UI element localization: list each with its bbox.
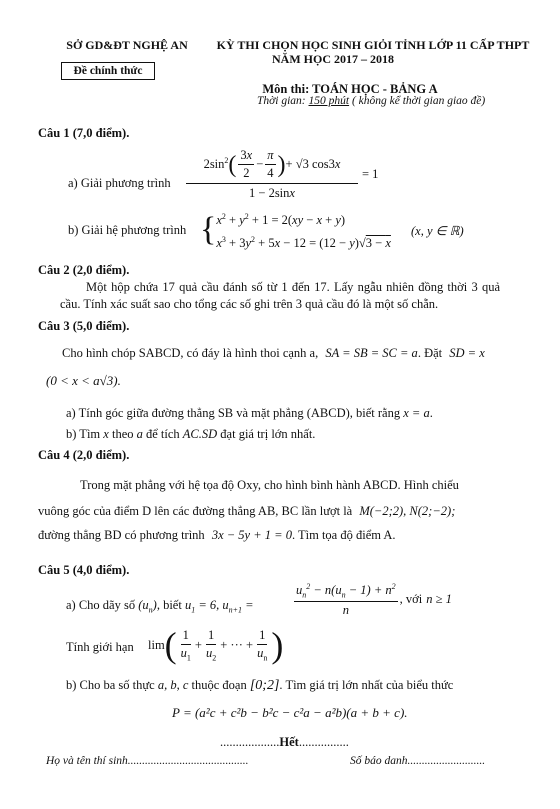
q2-title: Câu 2 (2,0 điểm).: [38, 263, 130, 277]
candidate-name-line: [46, 755, 249, 767]
candidate-id-line: [350, 755, 485, 767]
candidate-id-label: Số báo danh: [350, 755, 408, 767]
q1a-equation: $2\sin^2$ ( $\frac{3x}{2}$ − $\frac{\pi}{4}$ ) + √3 cos3x 1 − 2sinx = 1: [186, 148, 396, 201]
subject-label: Môn thi: TOÁN HỌC - BẢNG A: [262, 82, 438, 96]
q4-line1: Trong mặt phẳng với hệ tọa độ Oxy, cho hình bình hành ABCD. Hình chiếu: [80, 478, 459, 492]
q4-line3: [38, 528, 530, 543]
q5-title: Câu 5 (4,0 điểm).: [38, 563, 130, 577]
q5b-interval: [0;2]: [249, 678, 280, 693]
q3b-end: đạt giá trị lớn nhất.: [220, 427, 316, 441]
q3a-line: a) Tính góc giữa đường thẳng SB và mặt phẳng (ABCD), biết rằng x = a.: [66, 406, 433, 420]
q5a-line: a) Cho dãy số $(u_n)$, biết $u_1 = 6$, $u_{n+1}$ =: [66, 598, 254, 615]
q3-range: (0 < x < a√3).: [46, 373, 121, 388]
department-name: SỞ GD&ĐT NGHỆ AN: [66, 38, 188, 52]
q5b-text: b) Cho ba số thực: [66, 678, 155, 692]
q5b-end: . Tìm giá trị lớn nhất của biểu thức: [279, 678, 454, 692]
q3-intro-cond: SA = SB = SC = a: [325, 346, 418, 360]
q1b-label: b) Giải hệ phương trình: [68, 223, 187, 237]
candidate-name-dots: ..........................................: [127, 755, 249, 767]
end-dots-right: ................: [298, 735, 349, 749]
end-marker: [220, 735, 349, 750]
q5a-recurrence: $\frac{u_n^2 - n(u_n - 1) + n^2}{n}$ , với n ≥ 1: [296, 582, 452, 617]
q5b-line: [66, 678, 526, 694]
q5a-n: n ≥ 1: [426, 592, 452, 607]
q4-line2: [38, 504, 530, 519]
q5-limit-label: Tính giới hạn: [66, 640, 134, 654]
q3a-text: a) Tính góc giữa đường thẳng SB và mặt phẳng (ABCD), biết rằng: [66, 406, 401, 420]
q4-line3-suffix: . Tìm tọa độ điểm A.: [291, 528, 396, 542]
q1b-system: { $x^2 + y^2 + 1 = 2(xy - x + y)$ $x^3 + 3y^2 + 5x - 12 = (12 - y)√3 - x$: [200, 211, 391, 251]
exam-title: KỲ THI CHỌN HỌC SINH GIỎI TỈNH LỚP 11 CẤP THPT: [216, 38, 530, 52]
q3b-expr: AC.SD: [182, 427, 218, 441]
q3-intro-mid: . Đặt: [417, 346, 443, 360]
candidate-name-label: Họ và tên thí sinh: [46, 755, 128, 767]
time-value: 150 phút: [308, 95, 350, 107]
q3-intro-sd: SD = x: [449, 346, 485, 360]
q5a-suffix: , với: [399, 592, 423, 607]
q4-points: M(−2;2), N(2;−2);: [359, 504, 456, 518]
q5b-expression: P = (a²c + c²b − b²c − c²a − a²b)(a + b + c).: [172, 705, 408, 720]
q4-line3-prefix: đường thẳng BD có phương trình: [38, 528, 205, 542]
q1-title: Câu 1 (7,0 điểm).: [38, 126, 130, 140]
q3b-line: b) Tìm x theo a để tích AC.SD đạt giá trị lớn nhất.: [66, 427, 316, 441]
candidate-id-dots: ...........................: [407, 755, 486, 767]
q5-limit-expr: lim ( $\frac{1}{u_1}$ + $\frac{1}{u_2}$ + ··· + $\frac{1}{u_n}$ ): [148, 625, 284, 665]
q4-title: Câu 4 (2,0 điểm).: [38, 448, 130, 462]
q2-text: Một hộp chứa 17 quả cầu đánh số từ 1 đến 17. Lấy ngẫu nhiên đồng thời 3 quả cầu. Tính xác suất sao cho tổng các số ghi trên 3 quả cầu đó là một số chẵn.: [60, 280, 500, 311]
q4-line2-prefix: vuông góc của điểm D lên các đường thẳng AB, BC lần lượt là: [38, 504, 353, 518]
end-word: Hết: [279, 735, 299, 749]
q1a-label: a) Giải phương trình: [68, 176, 171, 190]
time-line: [257, 95, 517, 107]
q3b-prefix: b) Tìm: [66, 427, 101, 441]
q4-equation: 3x − 5y + 1 = 0: [211, 528, 292, 542]
q3-title: Câu 3 (5,0 điểm).: [38, 319, 130, 333]
school-year: NĂM HỌC 2017 – 2018: [272, 52, 394, 66]
q3-intro-text: Cho hình chóp SABCD, có đáy là hình thoi cạnh a,: [62, 346, 319, 360]
q5a-prefix: a) Cho dãy số: [66, 598, 136, 612]
q5b-mid: thuộc đoạn: [191, 678, 247, 692]
q1b-domain: (x, y ∈ ℝ): [411, 224, 464, 238]
q5a-mid: , biết: [156, 598, 182, 612]
time-prefix: Thời gian:: [257, 95, 309, 107]
q3a-cond: x = a: [403, 406, 430, 420]
official-label: Đề chính thức: [61, 62, 155, 80]
q5b-vars: a, b, c: [157, 678, 189, 692]
q3b-suffix: để tích: [146, 427, 180, 441]
q3-intro: [62, 346, 532, 361]
q3b-mid: theo: [111, 427, 134, 441]
time-suffix: ( không kể thời gian giao đề): [349, 95, 486, 107]
end-dots-left: ...................: [220, 735, 280, 749]
